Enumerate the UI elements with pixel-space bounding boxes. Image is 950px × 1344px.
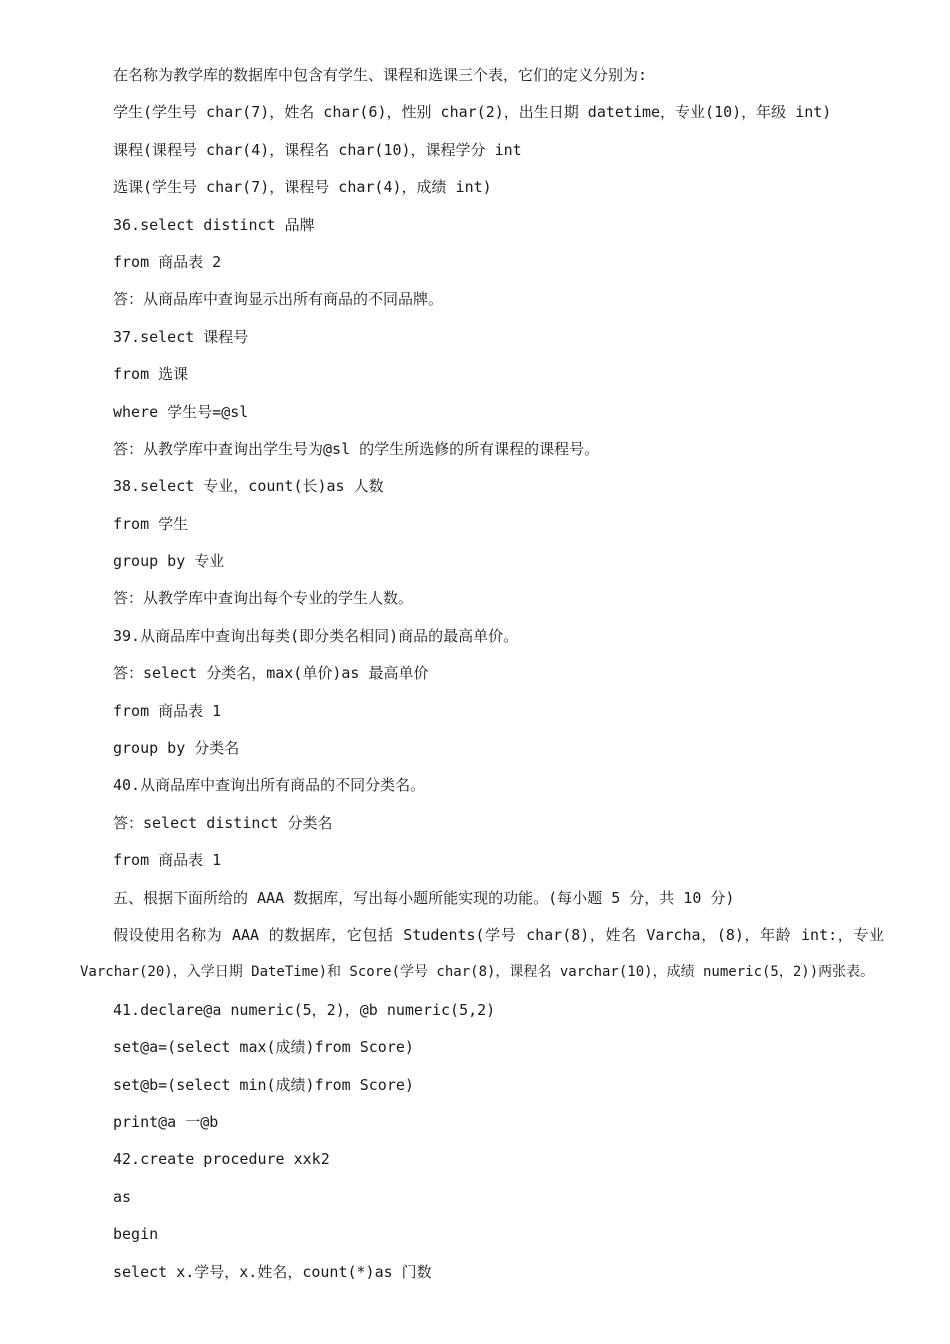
text-line: 在名称为教学库的数据库中包含有学生、课程和选课三个表，它们的定义分别为:: [113, 66, 648, 84]
text-line: 假设使用名称为 AAA 的数据库，它包括 Students(学号 char(8)，姓名 Varcha，(8)，年龄 int:，专业: [113, 925, 884, 944]
text-line: Varchar(20)，入学日期 DateTime)和 Score(学号 char(8)，课程名 varchar(10)，成绩 numeric(5，2))两张表。: [80, 964, 875, 981]
text-line: set@a=(select max(成绩)from Score): [113, 1038, 414, 1057]
text-line: from 商品表 1: [113, 701, 222, 720]
document-body: [80, 62, 884, 1296]
text-line: from 商品表 2: [113, 252, 222, 271]
text-line: begin: [113, 1225, 159, 1244]
text-line: where 学生号=@sl: [113, 402, 249, 421]
text-line: 36.select distinct 品牌: [113, 215, 315, 234]
text-line: group by 专业: [113, 552, 225, 571]
text-line: 答：从教学库中查询出每个专业的学生人数。: [113, 589, 414, 608]
text-line: 39.从商品库中查询出每类(即分类名相同)商品的最高单价。: [113, 626, 519, 645]
text-line: 答：从商品库中查询显示出所有商品的不同品牌。: [113, 290, 444, 309]
text-line: group by 分类名: [113, 739, 240, 758]
text-line: set@b=(select min(成绩)from Score): [113, 1075, 414, 1094]
text-line: as: [113, 1187, 132, 1206]
text-line: 40.从商品库中查询出所有商品的不同分类名。: [113, 776, 426, 795]
text-line: select x.学号，x.姓名，count(*)as 门数: [113, 1262, 432, 1281]
text-line: 答：select distinct 分类名: [113, 813, 333, 832]
text-line: 答：从教学库中查询出学生号为@sl 的学生所选修的所有课程的课程号。: [113, 439, 600, 458]
text-line: 选课(学生号 char(7)，课程号 char(4)，成绩 int): [113, 178, 492, 197]
section-heading: 五、根据下面所给的 AAA 数据库，写出每小题所能实现的功能。(每小题 5 分，共 10 分): [113, 888, 735, 907]
text-line: from 选课: [113, 365, 189, 384]
text-line: 42.create procedure xxk2: [113, 1150, 330, 1169]
text-line: 41.declare@a numeric(5，2)，@b numeric(5,2): [113, 1000, 496, 1019]
text-line: from 学生: [113, 514, 189, 533]
text-line: 38.select 专业，count(长)as 人数: [113, 477, 384, 496]
text-line: 课程(课程号 char(4)，课程名 char(10)，课程学分 int: [113, 140, 522, 159]
text-line: print@a 一@b: [113, 1112, 219, 1131]
text-line: 答：select 分类名，max(单价)as 最高单价: [113, 664, 429, 683]
text-line: 37.select 课程号: [113, 327, 249, 346]
text-line: from 商品表 1: [113, 851, 222, 870]
text-line: 学生(学生号 char(7)，姓名 char(6)，性别 char(2)，出生日期 datetime，专业(10)，年级 int): [113, 103, 832, 122]
